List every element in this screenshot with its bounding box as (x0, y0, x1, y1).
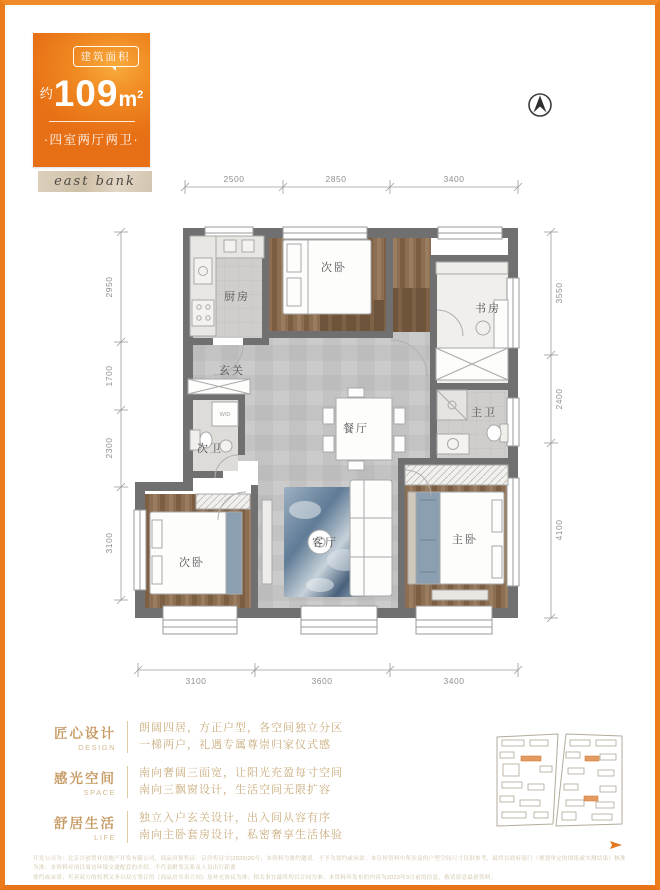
area-unit: $m^2$ (118, 88, 144, 111)
label-washer-dryer: W/D (219, 412, 231, 418)
dim-right-3: 4100 (554, 519, 564, 541)
label-dining: 餐厅 (343, 423, 369, 435)
feature-line: 一梯两户，礼遇专属尊崇归家仪式感 (139, 739, 331, 752)
dim-left-3: 2300 (104, 437, 114, 459)
site-plan (492, 734, 622, 849)
dim-right-2: 2400 (554, 388, 564, 410)
dim-top-1: 2500 (223, 174, 245, 184)
feature-row-life (40, 810, 470, 844)
dim-top-3: 3400 (443, 174, 465, 184)
building-area-bubble: 建筑面积 (73, 46, 139, 67)
feature-line: 南向三飘窗设计，生活空间无限扩容 (139, 784, 331, 797)
feature-row-space (40, 765, 470, 799)
approx-prefix: 约 (39, 86, 54, 101)
floorplan (104, 174, 564, 686)
dim-left-1: 2950 (104, 276, 114, 298)
disclaimer-line-1: 开发公司为：北京兴创置业房地产开发有限公司，商品房预售证：京房售证字(2020)20号；本资料为要约邀请，不予为要约或承诺；本宣传资料中所涉及的户型空间尺寸仅供参考，最终以政府部门（规划审定的图纸或实测结果）核准为准；本资料对项目周边环境交通配套的介绍，不代表毗邻关系及人员出行距离 (33, 856, 626, 872)
feature-line: 独立入户玄关设计，出入间从容有序 (139, 812, 331, 825)
dim-left-2: 1700 (104, 365, 114, 387)
feature-row-design (40, 720, 470, 754)
feature-divider (127, 766, 128, 798)
dim-bottom-2: 3600 (311, 676, 333, 686)
label-living: 客厅 (312, 537, 338, 549)
legal-disclaimer (33, 855, 629, 883)
compass-north-icon (529, 94, 551, 116)
dim-bottom-3: 3400 (443, 676, 465, 686)
feature-line: 朗阔四居，方正户型，各空间独立分区 (139, 722, 343, 734)
label-foyer: 玄关 (219, 365, 245, 377)
feature-list (40, 720, 470, 855)
label-bedroom-left: 次卧 (179, 557, 205, 569)
feature-subtitle: DESIGN (78, 743, 116, 753)
feature-subtitle: SPACE (83, 788, 116, 798)
feature-divider (127, 811, 128, 843)
feature-title: 舒居生活 (54, 816, 116, 832)
feature-divider (127, 721, 128, 753)
dim-right-1: 3550 (554, 282, 564, 304)
dim-top-2: 2850 (325, 174, 347, 184)
brand-logo-text: east bank (54, 174, 136, 189)
label-second-bath: 次卫 (197, 443, 223, 455)
label-master-bath: 主卫 (471, 407, 497, 419)
dim-left-4: 3100 (104, 532, 114, 554)
label-bedroom-top: 次卧 (321, 262, 347, 274)
feature-title: 匠心设计 (54, 726, 116, 742)
label-kitchen: 厨房 (224, 291, 250, 303)
label-study: 书房 (475, 303, 501, 315)
disclaimer-line-2: 要约或承诺；买卖双方的权利义务以双方签订的《商品房买卖合同》及补充协议为准；相关事宜最终均以合同为准；本资料所发布的内容为2022年3月前的信息，敬请留意最新资料。 (33, 874, 497, 881)
layout-type-line: ·四室两厅两卫· (43, 133, 140, 147)
feature-title: 感光空间 (54, 771, 116, 787)
site-plan-arrow (492, 841, 622, 849)
feature-line: 南向主卧套房设计，私密奢享生活体验 (139, 829, 343, 842)
dim-bottom-1: 3100 (185, 676, 207, 686)
area-value: 109 (53, 73, 119, 114)
feature-subtitle: LIFE (94, 833, 116, 843)
feature-line: 南向奢阔三面宽，让阳光充盈每寸空间 (139, 767, 343, 780)
label-master-bedroom: 主卧 (452, 534, 478, 546)
